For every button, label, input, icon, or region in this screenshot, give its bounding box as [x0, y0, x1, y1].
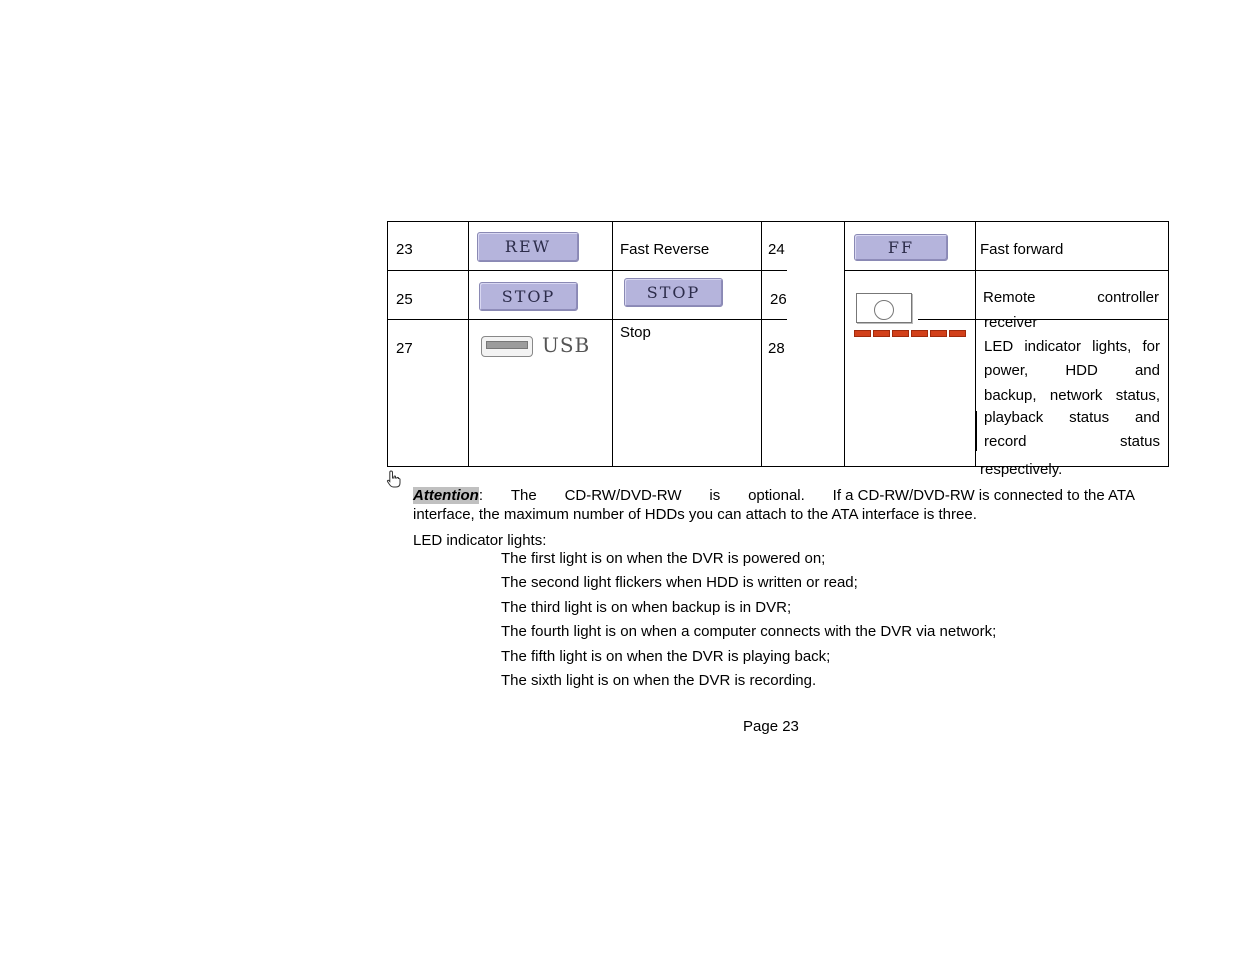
- row-number: 28: [768, 340, 785, 357]
- remote-receiver-window-icon: [856, 293, 912, 323]
- rew-button-icon: REW: [477, 232, 579, 262]
- text-cursor-mark: [976, 411, 977, 451]
- receiver-lens-icon: [874, 300, 894, 320]
- usb-label: USB: [542, 333, 591, 357]
- function-label: playback status and: [984, 409, 1160, 426]
- ff-button-icon: FF: [854, 234, 948, 261]
- stop-button-icon: STOP: [479, 282, 578, 311]
- table-row-divider: [918, 319, 1169, 320]
- list-item: The second light flickers when HDD is written or read;: [501, 574, 858, 591]
- function-label: Fast forward: [980, 241, 1064, 258]
- led-section-heading: LED indicator lights:: [413, 532, 547, 549]
- table-row-divider: [387, 270, 787, 271]
- list-item: The fourth light is on when a computer connects with the DVR via network;: [501, 623, 997, 640]
- function-label: Remote controller: [983, 289, 1159, 306]
- table-row-divider: [387, 319, 787, 320]
- list-item: The fifth light is on when the DVR is playing back;: [501, 648, 831, 665]
- stop-button-icon: STOP: [624, 278, 723, 307]
- led-light: [854, 330, 871, 337]
- function-label: Stop: [620, 324, 651, 341]
- table-col-divider: [612, 221, 613, 467]
- function-label: LED indicator lights, for: [984, 338, 1160, 355]
- table-border-top: [387, 221, 1169, 222]
- table-row-divider: [844, 270, 1169, 271]
- function-label: Fast Reverse: [620, 241, 710, 258]
- row-number: 24: [768, 241, 785, 258]
- usb-port-icon: [481, 336, 533, 357]
- attention-label: Attention: [413, 487, 479, 504]
- hand-pointer-icon: [386, 470, 402, 488]
- table-col-divider: [761, 221, 762, 467]
- list-item: The third light is on when backup is in DVR;: [501, 599, 792, 616]
- function-label: power, HDD and: [984, 362, 1160, 379]
- list-item: The sixth light is on when the DVR is recording.: [501, 672, 817, 689]
- function-label: receiver: [984, 314, 1038, 331]
- led-light: [911, 330, 928, 337]
- led-light: [930, 330, 947, 337]
- function-label: respectively.: [980, 461, 1063, 478]
- attention-note-line1: Attention: The CD-RW/DVD-RW is optional. If a CD-RW/DVD-RW is connected to the ATA: [413, 487, 1135, 504]
- hand-pointer-icon: [386, 470, 402, 488]
- led-light: [949, 330, 966, 337]
- table-col-divider: [468, 221, 469, 467]
- led-light: [873, 330, 890, 337]
- row-number: 26: [770, 291, 787, 308]
- page-number: Page 23: [743, 718, 799, 735]
- table-border-left: [387, 221, 388, 467]
- function-label: backup, network status,: [984, 387, 1160, 404]
- table-col-divider: [844, 221, 845, 467]
- function-label: record status: [984, 433, 1160, 450]
- attention-note-line2: interface, the maximum number of HDDs you can attach to the ATA interface is three.: [413, 506, 977, 523]
- row-number: 27: [396, 340, 413, 357]
- usb-slot-icon: [486, 341, 528, 349]
- table-border-right: [1168, 221, 1169, 467]
- attention-label-group: Attention:: [413, 487, 483, 504]
- list-item: The first light is on when the DVR is powered on;: [501, 550, 826, 567]
- row-number: 23: [396, 241, 413, 258]
- row-number: 25: [396, 291, 413, 308]
- led-light: [892, 330, 909, 337]
